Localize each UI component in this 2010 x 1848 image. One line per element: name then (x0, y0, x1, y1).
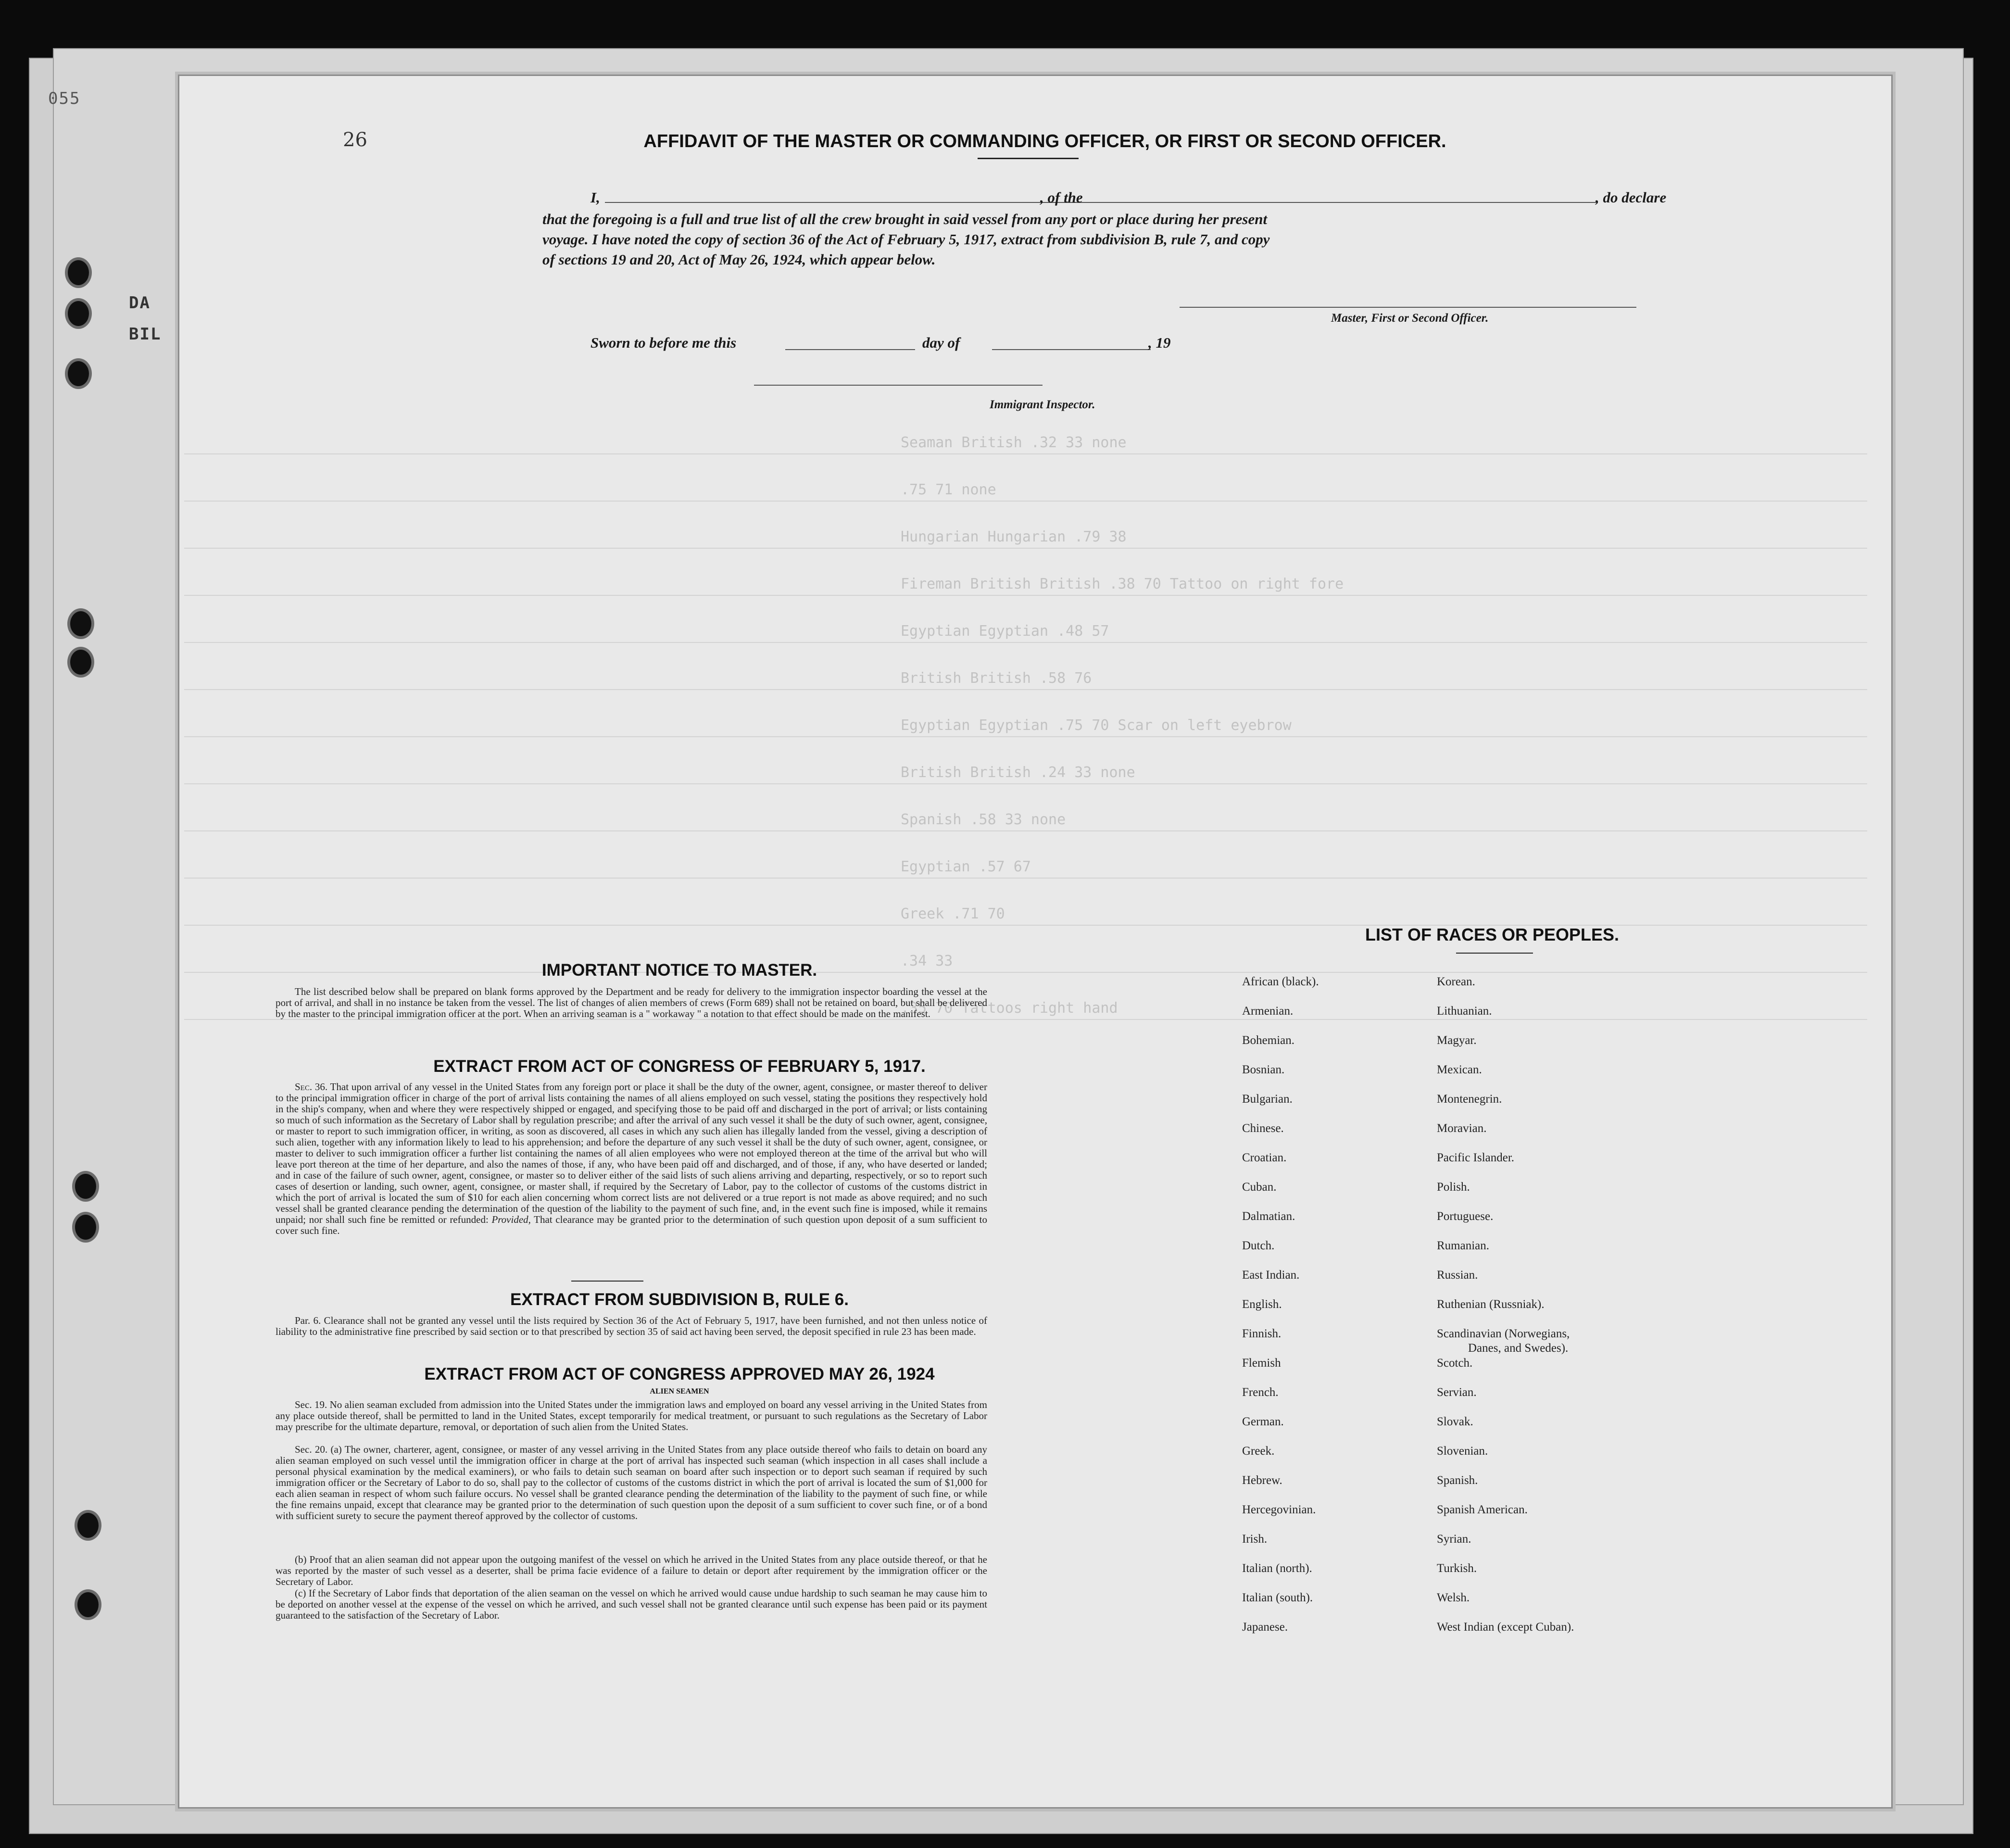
ghost-row-text: .35 70 Tattoos right hand (901, 1000, 1118, 1017)
punch-hole (75, 1589, 101, 1620)
ghost-row-text: Seaman British .32 33 none (901, 434, 1127, 451)
inspector-caption: Immigrant Inspector. (990, 398, 1095, 411)
races-title: LIST OF RACES OR PEOPLES. (1365, 925, 1620, 944)
race-item-left: Italian (north). (1242, 1562, 1312, 1575)
ghost-row-text: Spanish .58 33 none (901, 811, 1066, 828)
race-item-right: Magyar. (1437, 1034, 1477, 1047)
ghost-row-text: Greek .71 70 (901, 905, 1005, 922)
section-20b-text: (b) Proof that an alien seaman did not appear upon the outgoing manifest of the vessel on which he arrived in the United States from any place outside thereof, or that he was reported by the master of such vessel as a deserter, shall be prima facie evidence of a failure to detain or deport after requirement by the immigration officer or the Secretary of Labor. (276, 1554, 987, 1587)
race-item-right: Korean. (1437, 975, 1475, 988)
punch-hole (67, 647, 94, 678)
race-item-left: German. (1242, 1415, 1284, 1428)
notice-title: IMPORTANT NOTICE TO MASTER. (541, 961, 817, 980)
affidavit-line-4: of sections 19 and 20, Act of May 26, 1924, which appear below. (542, 251, 936, 268)
race-item-right: Moravian. (1437, 1122, 1487, 1135)
ghost-row-line (184, 736, 1867, 737)
section-36-end: That clearance may be granted prior to the determination of such question upon deposit of a sum sufficient to cover such fine. (276, 1214, 987, 1236)
race-item-left: Greek. (1242, 1445, 1275, 1458)
sworn-year-label: , 19 (1148, 334, 1171, 351)
race-item-left: Japanese. (1242, 1621, 1288, 1634)
race-item-left: Italian (south). (1242, 1591, 1313, 1604)
race-item-left: Irish. (1242, 1533, 1268, 1546)
race-item-right: Russian. (1437, 1269, 1478, 1282)
race-item-left: Hebrew. (1242, 1474, 1282, 1487)
races-list (1242, 975, 1723, 1648)
race-item-right: Turkish. (1437, 1562, 1477, 1575)
race-item-left: Armenian. (1242, 1005, 1294, 1018)
race-item-right: West Indian (except Cuban). (1437, 1621, 1574, 1634)
rule-6-title: EXTRACT FROM SUBDIVISION B, RULE 6. (510, 1290, 849, 1309)
ghost-row-text: Hungarian Hungarian .79 38 (901, 528, 1127, 545)
notice-body: The list described below shall be prepared on blank forms approved by the Department and be ready for delivery to the immigration inspector boarding the vessel at the port of arrival, and shall in no instance be taken from the vessel. The list of changes of alien members of crews (Form 689) shall not be retained on board, but shall be delivered by the master to the principal immigration officer at the port. When an arriving seaman is a " workaway " a notation to that effect should be made on the manifest. (276, 986, 987, 1019)
corner-mark: 055 (48, 89, 81, 108)
race-item-left: English. (1242, 1298, 1282, 1311)
punch-hole (75, 1510, 101, 1541)
affidavit-page (178, 75, 1893, 1809)
do-declare-label: , do declare (1595, 189, 1667, 206)
of-the-label: , of the (1040, 189, 1083, 206)
vessel-name-line[interactable] (1103, 202, 1598, 203)
alien-seamen-subtitle: ALIEN SEAMEN (650, 1387, 709, 1395)
provided-clause: Provided, (491, 1214, 531, 1225)
section-20c-text: (c) If the Secretary of Labor finds that deportation of the alien seaman on the vessel on which he arrived would cause undue hardship to such seaman he may cause him to be deported on another vessel at the expense of the vessel on which he arrived, and such vessel shall not be granted clearance until such expense has been paid or its payment guaranteed to the satisfaction of the Secretary of Labor. (276, 1587, 987, 1621)
ghost-row-text: Egyptian Egyptian .48 57 (901, 623, 1109, 640)
race-item-right: Syrian. (1437, 1533, 1471, 1546)
race-item-left: Hercegovinian. (1242, 1503, 1316, 1516)
affidavit-title: AFFIDAVIT OF THE MASTER OR COMMANDING OFFICER, OR FIRST OR SECOND OFFICER. (643, 131, 1446, 151)
race-item-right: Rumanian. (1437, 1239, 1490, 1252)
race-item-left: Croatian. (1242, 1151, 1287, 1164)
rule-6-body: Par. 6. Clearance shall not be granted any vessel until the lists required by Section 36 of the Act of February 5, 1917, have been furnished, and not then unless notice of liability to the administrative fine prescribed by said section or to that prescribed by section 35 of said act having been served, the deposit specified in rule 23 has been made. (276, 1315, 987, 1337)
ghost-row-text: Fireman British British .38 70 Tattoo on right fore (901, 576, 1344, 592)
page-number-stamp: 26 (343, 129, 367, 151)
affidavit-line-3: voyage. I have noted the copy of section 36 of the Act of February 5, 1917, extract from subdivision B, rule 7, and copy (542, 231, 1270, 248)
ghost-row-text: .75 71 none (901, 481, 996, 498)
extract-1924-title: EXTRACT FROM ACT OF CONGRESS APPROVED MAY 26, 1924 (424, 1365, 935, 1383)
title-rule (978, 158, 1079, 159)
race-item-right: Spanish American. (1437, 1503, 1528, 1516)
ghost-row-text: .34 33 (901, 953, 953, 969)
ghost-row-line (184, 548, 1867, 549)
race-item-left: East Indian. (1242, 1269, 1300, 1282)
ghost-row-line (184, 783, 1867, 784)
race-item-right-continuation: Danes, and Swedes). (1468, 1342, 1569, 1355)
officer-signature-line[interactable] (1180, 307, 1636, 308)
race-item-left: Dutch. (1242, 1239, 1275, 1252)
ghost-row-line (184, 830, 1867, 831)
ghost-row-line (184, 595, 1867, 596)
race-item-left: French. (1242, 1386, 1279, 1399)
race-item-left: Dalmatian. (1242, 1210, 1295, 1223)
extract-1917-rule (571, 1281, 643, 1282)
race-item-left: Flemish (1242, 1357, 1281, 1370)
punch-hole (65, 298, 92, 329)
punch-hole (72, 1212, 99, 1243)
race-item-right: Pacific Islander. (1437, 1151, 1515, 1164)
punch-hole (72, 1171, 99, 1202)
race-item-right: Scandinavian (Norwegians, (1437, 1327, 1570, 1340)
section-36-text: That upon arrival of any vessel in the United States from any foreign port or place it shall be the duty of the owner, agent, consignee, or master thereof to deliver to the principal immigration officer in charge of the port of arrival lists containing the names of all aliens employed on such vessel, stating the positions they respectively hold in the ship's company, when and where they were respectively shipped or engaged, and specifying those to be paid off and discharged in the port of arrival; or lists containing so much of such information as the Secretary of Labor shall by regulation prescribe; and after the arrival of any such vessel it shall be the duty of such owner, agent, consignee, or master to report to such immigration officer, in writing, as soon as discovered, all cases in which any such alien has illegally landed from the vessel, giving a description of such alien, together with any information likely to lead to his apprehension; and before the departure of any such vessel it shall be the duty of such owner, agent, consignee, or master to deliver to such immigration officer a further list containing the names of all alien employees who were not employed thereon at the time of the arrival but who will leave port thereon at the time of her departure, and also the names of those, if any, who have been paid off and discharged, and of those, if any, who have deserted or landed; and in case of the failure of such owner, agent, consignee, or master so to deliver either of the said lists of such aliens arriving and departing, respectively, or so to report such cases of desertion or landing, such owner, agent, consignee, or master shall, if required by the Secretary of Labor, pay to the collector of customs of the customs district in which the port of arrival is located the sum of $10 for each alien concerning whom correct lists are not delivered or a true report is not made as above required; and no such vessel shall be granted clearance pending the determination of the question of the liability to the payment of such fine, and, in the event such fine is imposed, while it remains unpaid; nor shall such fine be remitted or refunded: (276, 1081, 987, 1225)
race-item-left: Cuban. (1242, 1181, 1277, 1194)
race-item-left: Chinese. (1242, 1122, 1284, 1135)
punch-hole (65, 358, 92, 389)
extract-1917-body (276, 1081, 987, 1236)
race-item-right: Montenegrin. (1437, 1093, 1502, 1106)
ghost-row-line (184, 501, 1867, 502)
race-item-right: Ruthenian (Russniak). (1437, 1298, 1545, 1311)
race-item-right: Portuguese. (1437, 1210, 1494, 1223)
sworn-prefix: Sworn to before me this (590, 334, 737, 351)
left-strip-label-1: DA (129, 293, 151, 313)
race-item-left: African (black). (1242, 975, 1319, 988)
sworn-day-label: day of (922, 334, 960, 351)
section-19-text: Sec. 19. No alien seaman excluded from admission into the United States under the immigration laws and employed on board any vessel arriving in the United States from any place outside thereof, shall be permitted to land in the United States, except temporarily for medical treatment, or pursuant to such regulations as the Secretary of Labor may prescribe for the ultimate departure, removal, or deportation of such alien from the United States. (276, 1399, 987, 1433)
race-item-left: Finnish. (1242, 1327, 1281, 1340)
race-item-right: Slovak. (1437, 1415, 1473, 1428)
punch-hole (67, 608, 94, 639)
ghost-row-text: Egyptian .57 67 (901, 858, 1031, 875)
ghost-row-line (184, 453, 1867, 454)
affidavit-line-2: that the foregoing is a full and true list of all the crew brought in said vessel from any port or place during her present (542, 211, 1268, 227)
race-item-right: Polish. (1437, 1181, 1470, 1194)
officer-caption: Master, First or Second Officer. (1331, 312, 1489, 325)
ghost-row-line (184, 878, 1867, 879)
punch-hole (65, 257, 92, 288)
race-item-right: Welsh. (1437, 1591, 1470, 1604)
ghost-row-line (184, 689, 1867, 690)
inspector-signature-line[interactable] (754, 385, 1043, 386)
ghost-row-text: British British .58 76 (901, 670, 1092, 687)
race-item-right: Servian. (1437, 1386, 1477, 1399)
race-item-right: Mexican. (1437, 1063, 1482, 1076)
sworn-month-line[interactable] (992, 349, 1151, 350)
race-item-left: Bosnian. (1242, 1063, 1285, 1076)
extract-1917-title: EXTRACT FROM ACT OF CONGRESS OF FEBRUARY 5, 1917. (433, 1057, 926, 1076)
sworn-day-line[interactable] (785, 349, 915, 350)
ghost-row-text: British British .24 33 none (901, 764, 1135, 781)
ghost-row-text: Egyptian Egyptian .75 70 Scar on left eyebrow (901, 717, 1292, 734)
section-20a-text: Sec. 20. (a) The owner, charterer, agent, consignee, or master of any vessel arriving in the United States from any place outside thereof who fails to detain on board any alien seaman employed on such vessel until the immigration officer in charge at the port of arrival has inspected such seaman (which inspection in all cases shall include a personal physical examination by the medical examiners), or who fails to detain such seaman on board after such inspection or to deport such seaman if required by such immigration officer or the Secretary of Labor to do so, shall pay to the collector of customs of the customs district in which the port of arrival is located the sum of $1,000 for each alien seaman in respect of whom such failure occurs. No vessel shall be granted clearance pending the determination of the liability to the payment of such fine, or while the fine remains unpaid, except that clearance may be granted prior to the determination of such question upon the deposit of a sum sufficient to cover such fine, or of a bond with sufficient surety to secure the payment thereof approved by the collector of customs. (276, 1444, 987, 1521)
ghost-row-line (184, 642, 1867, 643)
race-item-right: Slovenian. (1437, 1445, 1488, 1458)
left-strip-label-2: BIL (129, 325, 162, 344)
race-item-right: Spanish. (1437, 1474, 1478, 1487)
race-item-left: Bohemian. (1242, 1034, 1295, 1047)
race-item-right: Scotch. (1437, 1357, 1473, 1370)
races-rule (1456, 953, 1533, 954)
declarant-label: I, (590, 189, 600, 206)
section-36-lead: Sec. 36. (295, 1081, 328, 1093)
race-item-right: Lithuanian. (1437, 1005, 1492, 1018)
race-item-left: Bulgarian. (1242, 1093, 1293, 1106)
